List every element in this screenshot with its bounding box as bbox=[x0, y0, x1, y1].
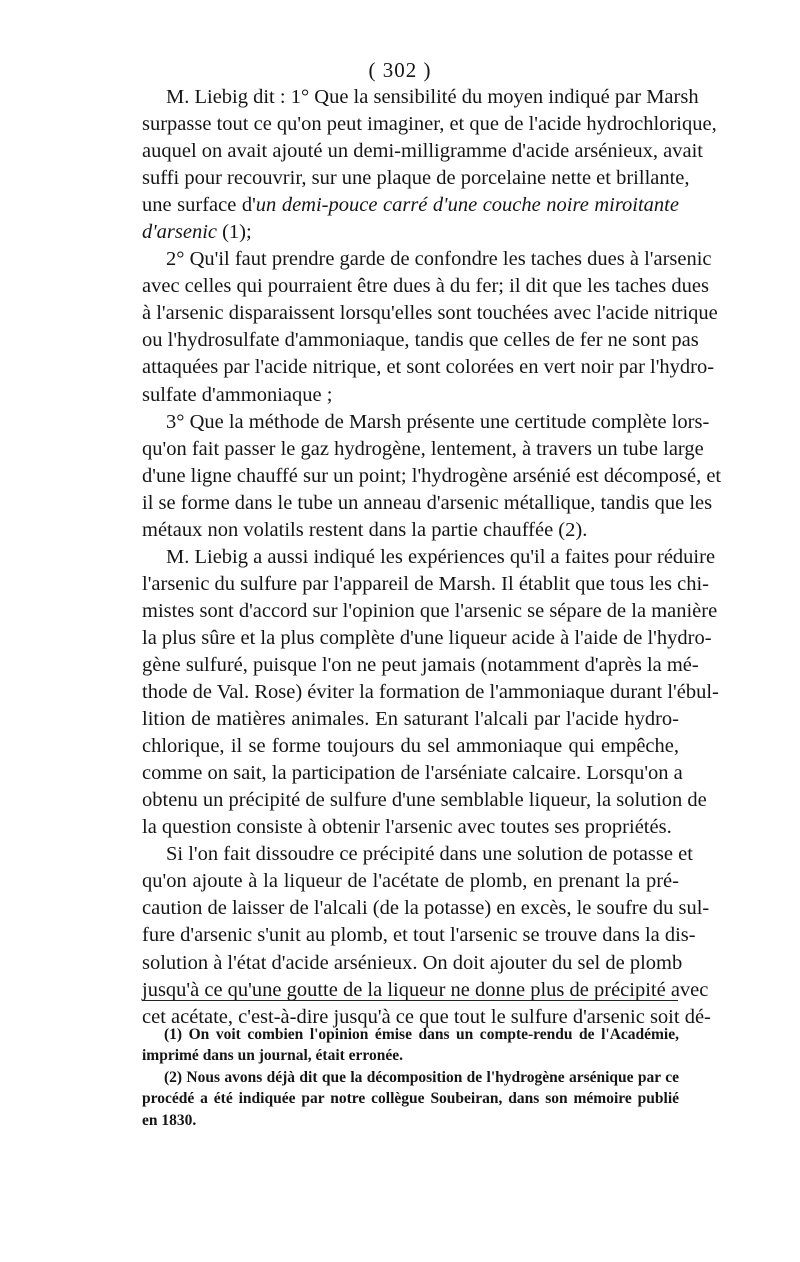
text-line: avec celles qui pourraient être dues à du fer; il dit que les taches dues bbox=[142, 275, 709, 298]
footnote-line: imprimé dans un journal, était erronée. bbox=[142, 1047, 404, 1065]
text-line: surpasse tout ce qu'on peut imaginer, et que de l'acide hydrochlorique, bbox=[142, 113, 717, 136]
italic-run: un demi-pouce carré d'une couche noire miroitante bbox=[255, 194, 679, 217]
text-line: 2° Qu'il faut prendre garde de confondre les taches dues à l'arsenic bbox=[166, 248, 712, 271]
text-line: lition de matières animales. En saturant l'alcali par l'acide hydro- bbox=[142, 708, 679, 731]
text-line: Si l'on fait dissoudre ce précipité dans une solution de potasse et bbox=[166, 843, 693, 866]
text-line bbox=[142, 192, 679, 219]
text-line: obtenu un précipité de sulfure d'une semblable liqueur, la solution de bbox=[142, 789, 707, 812]
text-line: fure d'arsenic s'unit au plomb, et tout l'arsenic se trouve dans la dis- bbox=[142, 924, 696, 947]
text-line: la question consiste à obtenir l'arsenic avec toutes ses propriétés. bbox=[142, 816, 672, 839]
body-text bbox=[142, 84, 722, 1031]
footnote-line: (2) Nous avons déjà dit que la décomposition de l'hydrogène arsénique par ce bbox=[164, 1068, 679, 1086]
text-line: gène sulfuré, puisque l'on ne peut jamais (notamment d'après la mé- bbox=[142, 653, 699, 676]
text-line: thode de Val. Rose) éviter la formation de l'ammoniaque durant l'ébul- bbox=[142, 681, 719, 704]
footnote-line: (1) On voit combien l'opinion émise dans un compte-rendu de l'Académie, bbox=[164, 1026, 679, 1043]
text-line: il se forme dans le tube un anneau d'arsenic métallique, tandis que les bbox=[142, 491, 713, 514]
text-line bbox=[142, 219, 679, 246]
footnote-divider bbox=[142, 1000, 678, 1001]
footnote-line: en 1830. bbox=[142, 1111, 197, 1129]
text-line: auquel on avait ajouté un demi-milligramme d'acide arsénieux, avait bbox=[142, 140, 703, 163]
text-run: une surface d' bbox=[142, 194, 256, 217]
page-number: ( 302 ) bbox=[368, 58, 432, 82]
text-line: comme on sait, la participation de l'arséniate calcaire. Lorsqu'on a bbox=[142, 762, 683, 785]
text-line: la plus sûre et la plus complète d'une liqueur acide à l'aide de l'hydro- bbox=[142, 626, 712, 649]
text-line: caution de laisser de l'alcali (de la potasse) en excès, le soufre du sul- bbox=[142, 897, 710, 920]
italic-run: d'arsenic bbox=[142, 221, 217, 244]
footnotes bbox=[142, 1024, 679, 1131]
footnote-ref: (1); bbox=[216, 221, 252, 244]
text-line: attaquées par l'acide nitrique, et sont colorées en vert noir par l'hydro- bbox=[142, 356, 715, 379]
text-line: l'arsenic du sulfure par l'appareil de Marsh. Il établit que tous les chi- bbox=[142, 572, 709, 595]
text-line: solution à l'état d'acide arsénieux. On doit ajouter du sel de plomb bbox=[142, 951, 683, 974]
text-line: ou l'hydrosulfate d'ammoniaque, tandis que celles de fer ne sont pas bbox=[142, 329, 699, 352]
text-line: jusqu'à ce qu'une goutte de la liqueur ne donne plus de précipité avec bbox=[142, 978, 709, 1001]
text-line: M. Liebig a aussi indiqué les expériences qu'il a faites pour réduire bbox=[166, 545, 716, 568]
text-line: d'une ligne chauffé sur un point; l'hydrogène arsénié est décomposé, et bbox=[142, 464, 722, 487]
text-line: 3° Que la méthode de Marsh présente une certitude complète lors- bbox=[166, 410, 710, 433]
text-line: sulfate d'ammoniaque ; bbox=[142, 383, 333, 406]
text-line: mistes sont d'accord sur l'opinion que l'arsenic se sépare de la manière bbox=[142, 599, 718, 622]
text-line: M. Liebig dit : 1° Que la sensibilité du moyen indiqué par Marsh bbox=[166, 86, 699, 108]
text-line: chlorique, il se forme toujours du sel ammoniaque qui empêche, bbox=[142, 735, 679, 758]
text-line: qu'on ajoute à la liqueur de l'acétate de plomb, en prenant la pré- bbox=[142, 870, 679, 893]
text-line: qu'on fait passer le gaz hydrogène, lentement, à travers un tube large bbox=[142, 437, 704, 460]
footnote-line: procédé a été indiquée par notre collègue Soubeiran, dans son mémoire publié bbox=[142, 1090, 679, 1108]
text-line: à l'arsenic disparaissent lorsqu'elles sont touchées avec l'acide nitrique bbox=[142, 302, 718, 325]
text-line: cet acétate, c'est-à-dire jusqu'à ce que tout le sulfure d'arsenic soit dé- bbox=[142, 1005, 711, 1028]
text-line: suffi pour recouvrir, sur une plaque de porcelaine nette et brillante, bbox=[142, 167, 690, 190]
text-line: métaux non volatils restent dans la partie chauffée (2). bbox=[142, 518, 588, 541]
